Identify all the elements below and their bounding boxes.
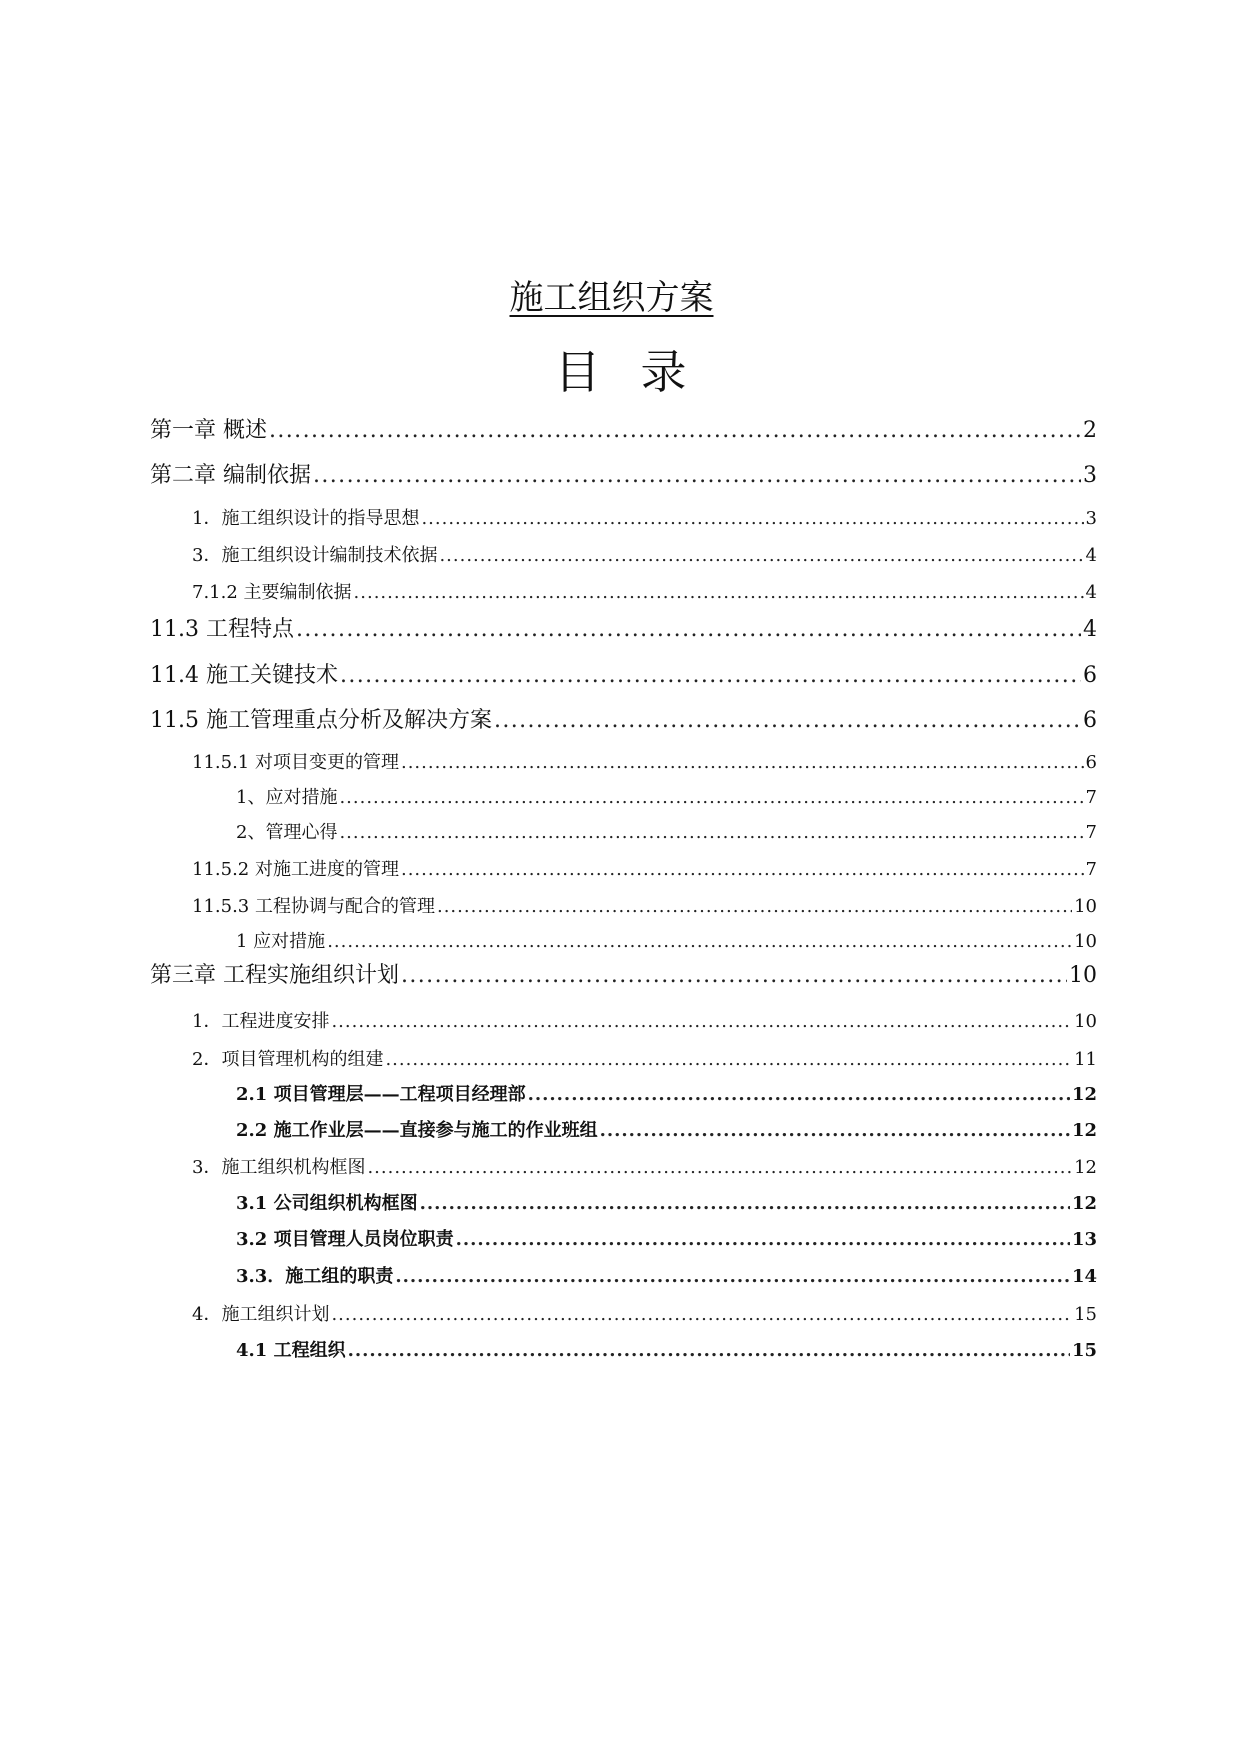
- toc-entry-label: 第三章 工程实施组织计划: [150, 963, 399, 988]
- toc-entry-page: 6: [1085, 752, 1097, 773]
- toc-entry-page: 4: [1085, 582, 1097, 603]
- toc-entry-label: 2、管理心得: [236, 822, 338, 843]
- dot-leader: [367, 1157, 1072, 1178]
- dot-leader: [385, 1049, 1072, 1070]
- toc-entry-label: 3.2 项目管理人员岗位职责: [236, 1229, 454, 1250]
- toc-entry-label: 11.4 施工关键技术: [150, 663, 338, 688]
- toc-entry-page: 6: [1083, 663, 1097, 688]
- toc-entry-label: 11.5 施工管理重点分析及解决方案: [150, 708, 492, 733]
- toc-entry-label: 2．项目管理机构的组建: [192, 1049, 384, 1070]
- toc-entry-label: 4.1 工程组织: [236, 1340, 346, 1361]
- toc-entry-page: 12: [1071, 1084, 1097, 1105]
- toc-entry-label: 7.1.2 主要编制依据: [192, 582, 352, 603]
- toc-entry[interactable]: [192, 1300, 1097, 1326]
- toc-entry-page: 4: [1085, 545, 1097, 566]
- toc-entry-page: 7: [1085, 859, 1097, 880]
- toc-entry[interactable]: [236, 1080, 1097, 1106]
- dot-leader: [339, 822, 1083, 843]
- toc-entry[interactable]: [150, 703, 1097, 734]
- toc-entry-page: 12: [1071, 1193, 1097, 1214]
- dot-leader: [401, 752, 1084, 773]
- toc-entry[interactable]: [236, 1336, 1097, 1362]
- toc-entry-label: 1．施工组织设计的指导思想: [192, 508, 420, 529]
- toc-entry-label: 第一章 概述: [150, 418, 267, 443]
- dot-leader: [456, 1229, 1070, 1250]
- toc-entry-label: 11.5.3 工程协调与配合的管理: [192, 896, 435, 917]
- toc-entry[interactable]: [150, 958, 1097, 989]
- toc-entry-page: 14: [1071, 1266, 1097, 1287]
- toc-entry[interactable]: [192, 504, 1097, 530]
- toc-entry-label: 4．施工组织计划: [192, 1304, 330, 1325]
- toc-entry[interactable]: [192, 1007, 1097, 1033]
- toc-entry[interactable]: [150, 413, 1097, 444]
- toc-entry[interactable]: [236, 783, 1097, 809]
- toc-entry[interactable]: [236, 818, 1097, 844]
- dot-leader: [439, 545, 1083, 566]
- toc-entry-page: 13: [1071, 1229, 1097, 1250]
- dot-leader: [327, 931, 1072, 952]
- toc-entry-label: 1 应对措施: [236, 931, 326, 952]
- toc-entry-label: 3.3．施工组的职责: [236, 1266, 394, 1287]
- toc-entry[interactable]: [192, 855, 1097, 881]
- toc-entry-label: 11.3 工程特点: [150, 617, 294, 642]
- document-title: 施工组织方案: [509, 278, 714, 318]
- toc-entry[interactable]: [236, 1116, 1097, 1142]
- toc-entry-page: 7: [1085, 787, 1097, 808]
- toc-entry-page: 15: [1071, 1340, 1097, 1361]
- toc-entry-page: 12: [1074, 1157, 1097, 1178]
- dot-leader: [395, 1266, 1070, 1287]
- toc-entry[interactable]: [236, 1225, 1097, 1251]
- toc-entry-page: 3: [1083, 463, 1097, 488]
- dot-leader: [420, 1193, 1070, 1214]
- toc-entry[interactable]: [150, 458, 1097, 489]
- toc-entry-page: 10: [1074, 1011, 1097, 1032]
- toc-entry-label: 1．工程进度安排: [192, 1011, 330, 1032]
- dot-leader: [421, 508, 1083, 529]
- dot-leader: [296, 617, 1081, 642]
- toc-heading: 目录: [554, 345, 727, 399]
- toc-entry-page: 3: [1085, 508, 1097, 529]
- dot-leader: [313, 463, 1081, 488]
- toc-entry-page: 2: [1083, 418, 1097, 443]
- dot-leader: [269, 418, 1081, 443]
- toc-entry-page: 7: [1085, 822, 1097, 843]
- toc-entry[interactable]: [150, 612, 1097, 643]
- toc-entry[interactable]: [150, 658, 1097, 689]
- toc-entry[interactable]: [192, 1045, 1097, 1071]
- toc-entry[interactable]: [236, 1189, 1097, 1215]
- toc-entry-page: 10: [1074, 931, 1097, 952]
- dot-leader: [331, 1304, 1072, 1325]
- toc-entry-label: 11.5.2 对施工进度的管理: [192, 859, 399, 880]
- dot-leader: [354, 582, 1084, 603]
- toc-entry[interactable]: [192, 748, 1097, 774]
- dot-leader: [340, 663, 1081, 688]
- toc-entry-label: 3．施工组织设计编制技术依据: [192, 545, 438, 566]
- dot-leader: [528, 1084, 1070, 1105]
- toc-entry[interactable]: [192, 578, 1097, 604]
- dot-leader: [339, 787, 1083, 808]
- toc-entry-page: 4: [1083, 617, 1097, 642]
- toc-entry[interactable]: [192, 892, 1097, 918]
- toc-entry-page: 6: [1083, 708, 1097, 733]
- dot-leader: [600, 1120, 1070, 1141]
- toc-entry-page: 15: [1074, 1304, 1097, 1325]
- toc-entry-page: 10: [1074, 896, 1097, 917]
- dot-leader: [401, 859, 1084, 880]
- toc-entry[interactable]: [236, 1262, 1097, 1288]
- toc-entry-label: 11.5.1 对项目变更的管理: [192, 752, 399, 773]
- toc-entry-page: 11: [1074, 1049, 1097, 1070]
- toc-entry[interactable]: [236, 927, 1097, 953]
- toc-entry[interactable]: [192, 541, 1097, 567]
- dot-leader: [437, 896, 1072, 917]
- toc-entry-page: 10: [1069, 963, 1097, 988]
- dot-leader: [494, 708, 1081, 733]
- toc-entry-label: 2.2 施工作业层——直接参与施工的作业班组: [236, 1120, 598, 1141]
- toc-entry-label: 2.1 项目管理层——工程项目经理部: [236, 1084, 526, 1105]
- toc-entry-label: 第二章 编制依据: [150, 463, 311, 488]
- toc-entry[interactable]: [192, 1153, 1097, 1179]
- dot-leader: [348, 1340, 1070, 1361]
- dot-leader: [401, 963, 1067, 988]
- toc-entry-page: 12: [1071, 1120, 1097, 1141]
- toc-entry-label: 3．施工组织机构框图: [192, 1157, 366, 1178]
- toc-entry-label: 3.1 公司组织机构框图: [236, 1193, 418, 1214]
- dot-leader: [331, 1011, 1072, 1032]
- toc-entry-label: 1、应对措施: [236, 787, 338, 808]
